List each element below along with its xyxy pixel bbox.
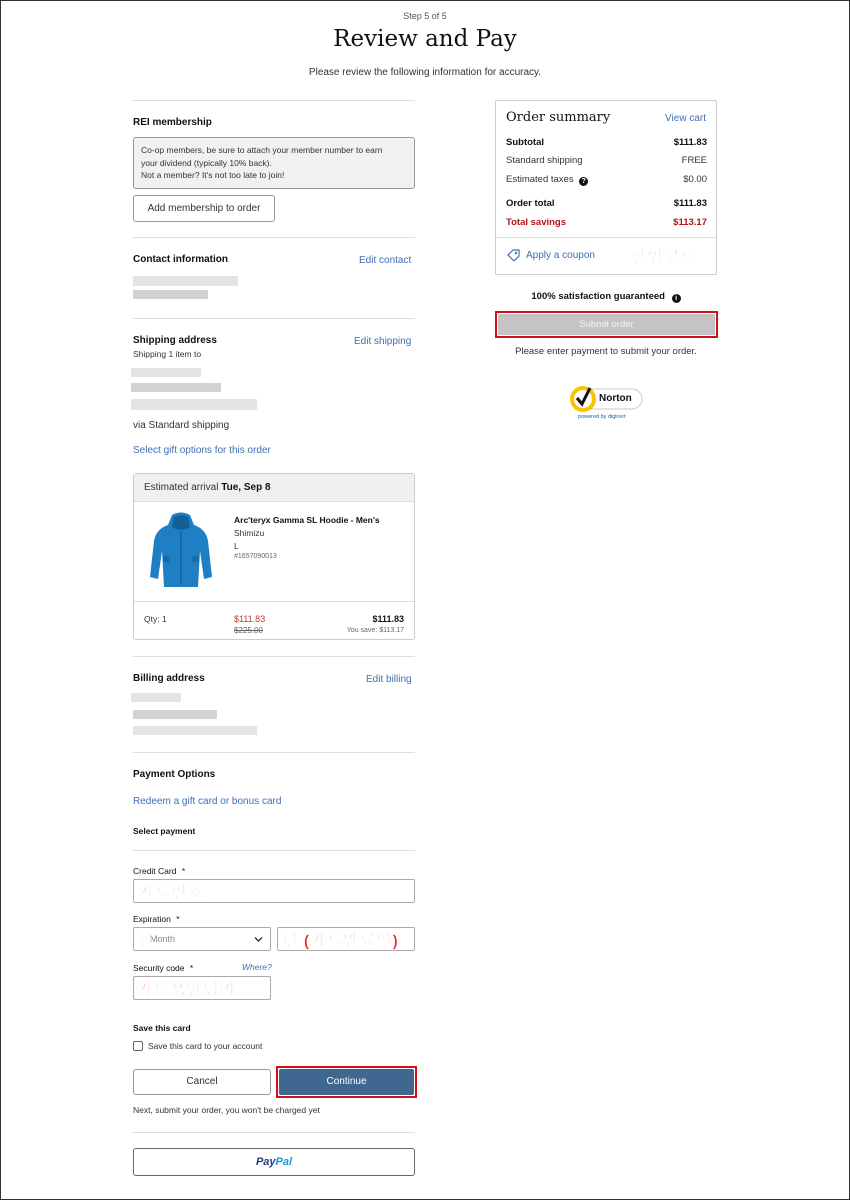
month-placeholder: Month — [150, 934, 176, 944]
shipping-value: FREE — [681, 155, 707, 166]
membership-note-line: your dividend (typically 10% back). — [141, 157, 272, 168]
arrival-header — [134, 474, 414, 502]
contact-heading: Contact information — [133, 254, 228, 265]
chevron-down-icon — [254, 936, 263, 943]
submit-order-button[interactable]: Submit order — [498, 314, 715, 335]
divider — [133, 656, 415, 657]
divider — [133, 100, 415, 101]
norton-seal[interactable] — [568, 383, 648, 423]
redacted-contact-email — [133, 290, 208, 299]
original-price: $225.00 — [234, 626, 263, 635]
subtotal-label: Subtotal — [506, 137, 544, 148]
divider — [133, 318, 415, 319]
annotation-month: 월 — [137, 933, 154, 950]
product-sku: #1657090013 — [234, 553, 277, 560]
security-code-where-link[interactable]: Where? — [242, 962, 272, 972]
membership-note-line: Co-op members, be sure to attach your member number to earn — [141, 145, 383, 155]
line-total: $111.83 — [372, 614, 404, 624]
order-summary-title: Order summary — [506, 110, 611, 125]
submit-note: Please enter payment to submit your order. — [515, 346, 697, 357]
total-savings-row — [506, 217, 707, 228]
paypal-logo-pay: Pay — [255, 1156, 276, 1168]
next-step-note: Next, submit your order, you won't be charged yet — [133, 1105, 320, 1115]
cancel-button[interactable]: Cancel — [133, 1069, 271, 1095]
product-size: L — [234, 541, 239, 551]
expiration-year-select[interactable] — [277, 927, 415, 951]
continue-button[interactable]: Continue — [279, 1069, 414, 1095]
guarantee-text: 100% satisfaction guaranteed — [531, 291, 665, 302]
billing-heading: Billing address — [133, 673, 205, 684]
redacted-address-line — [131, 383, 221, 392]
annotation-card-number: 카드번호 — [138, 885, 204, 902]
step-indicator: Step 5 of 5 — [403, 11, 447, 21]
expiration-month-select[interactable] — [133, 927, 271, 951]
redacted-billing-line — [133, 710, 217, 719]
tag-icon — [507, 249, 520, 261]
total-savings-label: Total savings — [506, 217, 567, 228]
add-membership-button[interactable]: Add membership to order — [133, 195, 275, 222]
product-qty: Qty: 1 — [144, 614, 167, 624]
paypal-logo-pal: Pal — [275, 1156, 293, 1168]
edit-billing-link[interactable]: Edit billing — [366, 674, 412, 685]
shipping-method: via Standard shipping — [133, 420, 230, 431]
annotation-year: 년 (카드만료일) — [282, 933, 399, 950]
shipping-heading: Shipping address — [133, 335, 217, 346]
line-savings: You save: $113.17 — [346, 627, 404, 634]
arrival-label: Estimated arrival — [144, 482, 219, 493]
divider — [133, 1132, 415, 1133]
security-code-input[interactable] — [133, 976, 271, 1000]
payment-heading: Payment Options — [133, 769, 216, 780]
page-title: Review and Pay — [333, 26, 517, 52]
product-color: Shimizu — [234, 528, 265, 538]
expiration-label-text: Expiration — [133, 914, 171, 924]
redacted-contact-name — [133, 276, 238, 286]
shipment-card — [133, 473, 415, 640]
annotation-security-code: 카드보안넘버 — [137, 982, 236, 999]
save-card-heading: Save this card — [133, 1023, 191, 1033]
edit-contact-link[interactable]: Edit contact — [359, 255, 412, 266]
credit-card-label — [133, 866, 185, 876]
credit-card-label-text: Credit Card — [133, 866, 177, 876]
required-mark: * — [189, 963, 194, 973]
subtotal-row — [506, 137, 707, 148]
membership-note-line: Not a member? It's not too late to join! — [141, 170, 285, 180]
divider — [133, 752, 415, 753]
view-cart-link[interactable]: View cart — [665, 113, 706, 124]
required-mark: * — [181, 866, 186, 876]
paypal-button[interactable] — [133, 1148, 415, 1176]
security-code-label-text: Security code — [133, 963, 185, 973]
arrival-date: Tue, Sep 8 — [221, 482, 271, 493]
save-card-checkbox-label[interactable]: Save this card to your account — [148, 1041, 263, 1051]
order-total-value: $111.83 — [673, 198, 707, 209]
membership-note — [133, 137, 415, 189]
subtotal-value: $111.83 — [673, 137, 707, 148]
norton-wordmark: Norton — [599, 393, 632, 404]
order-summary-panel — [495, 100, 717, 275]
divider — [133, 850, 415, 851]
select-payment-heading: Select payment — [133, 826, 196, 836]
order-total-row — [506, 198, 707, 209]
security-code-label — [133, 963, 193, 973]
shipping-row — [506, 155, 707, 166]
redacted-billing-line — [131, 693, 181, 702]
redeem-gift-card-link[interactable]: Redeem a gift card or bonus card — [133, 796, 282, 807]
guarantee-line — [495, 291, 717, 303]
taxes-label: Estimated taxes — [506, 174, 574, 185]
info-icon[interactable]: i — [672, 294, 681, 303]
norton-powered-by: powered by digicert — [578, 414, 626, 420]
credit-card-input[interactable] — [133, 879, 415, 903]
divider — [133, 237, 415, 238]
divider — [496, 237, 716, 238]
total-savings-value: $113.17 — [673, 217, 707, 228]
apply-coupon-link[interactable]: Apply a coupon — [526, 250, 595, 261]
gift-options-link[interactable]: Select gift options for this order — [133, 445, 271, 456]
taxes-value: $0.00 — [683, 174, 707, 185]
page-subtitle: Please review the following information for accuracy. — [308, 67, 542, 78]
help-icon[interactable]: ? — [579, 177, 588, 186]
shipping-items-note: Shipping 1 item to — [133, 349, 202, 359]
shipping-label: Standard shipping — [506, 155, 583, 166]
order-total-label: Order total — [506, 198, 555, 209]
save-card-checkbox[interactable] — [133, 1041, 143, 1051]
taxes-row — [506, 174, 707, 186]
divider — [134, 601, 414, 602]
required-mark: * — [176, 914, 180, 924]
expiration-label — [133, 914, 180, 924]
redacted-address-line — [131, 399, 257, 410]
product-name[interactable]: Arc'teryx Gamma SL Hoodie - Men's — [234, 515, 380, 525]
membership-heading: REI membership — [133, 117, 212, 128]
annotation-coupon: 할인코드 — [631, 249, 697, 266]
product-image[interactable] — [148, 511, 214, 591]
redacted-billing-line — [133, 726, 257, 735]
edit-shipping-link[interactable]: Edit shipping — [354, 336, 412, 347]
sale-price: $111.83 — [234, 614, 266, 624]
redacted-address-line — [131, 368, 201, 377]
